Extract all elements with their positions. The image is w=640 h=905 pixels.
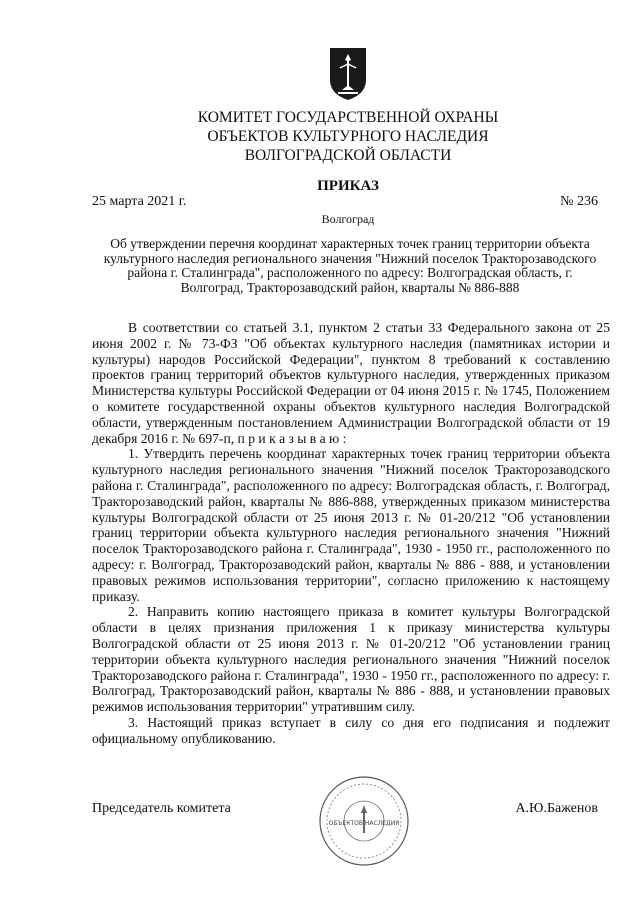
document-date: 25 марта 2021 г. (92, 194, 187, 209)
document-subject: Об утверждении перечня координат характерных точек границ территории объекта культурного наследия регионального значения "Нижний поселок Тракторозаводского района г. Сталинграда", расположенного по адресу: Волгоградская область, г. Волгоград, Тракторозаводский район, кварталы № 886-888 (103, 236, 597, 295)
org-name-line-1: КОМИТЕТ ГОСУДАРСТВЕННОЙ ОХРАНЫ (197, 109, 499, 126)
document-city: Волгоград (321, 212, 375, 226)
order-item-1: 1. Утвердить перечень координат характерных точек границ территории объекта культурного наследия регионального значения "Нижний поселок Тракторозаводского района г. Сталинграда", расположенного по адресу: Волгоградская область, г. Волгоград, Тракторозаводский район, кварталы № 886-888, утвержденных приказом министерства культуры Волгоградской области от 25 июня 2013 г. № 01-20/212 "Об установлении границ территории объекта культурного наследия регионального значения "Нижний поселок Тракторозаводского района г. Сталинграда", 1930 - 1950 гг., расположенного по адресу: г. Волгоград, Тракторозаводский район, кварталы № 886 - 888, и установлении правовых режимов использования территории", согласно приложению к настоящему приказу. (92, 446, 610, 604)
order-item-3: 3. Настоящий приказ вступает в силу со дня его подписания и подлежит официальному опубликованию. (92, 714, 610, 746)
official-seal-icon (318, 775, 410, 867)
org-name-line-3: ВОЛГОГРАДСКОЙ ОБЛАСТИ (244, 147, 452, 164)
document-type-title: ПРИКАЗ (317, 178, 379, 194)
preamble-paragraph: В соответствии со статьей 3.1, пунктом 2 статьи 33 Федерального закона от 25 июня 2002 г. № 73-ФЗ "Об объектах культурного наследия (памятниках истории и культуры) народов Российской Федерации", пунктом 8 требований к составлению проектов границ территорий объектов культурного наследия, утвержденных приказом Министерства культуры Российской Федерации от 04 июня 2015 г. № 1745, Положением о комитете государственной охраны объектов культурного наследия Волгоградской области, утвержденным постановлением Администрации Волгоградской области от 19 декабря 2016 г. № 697-п, п р и к а з ы в а ю : (92, 320, 610, 446)
document-number: № 236 (560, 194, 598, 209)
signatory-position: Председатель комитета (92, 801, 231, 816)
signatory-name: А.Ю.Баженов (515, 801, 598, 816)
order-item-2: 2. Направить копию настоящего приказа в комитет культуры Волгоградской области в целях признания приложения 1 к приказу министерства культуры Волгоградской области от 25 июня 2013 г. № 01-20/212 "Об установлении границ территории объекта культурного наследия регионального значения "Нижний поселок Тракторозаводского района г. Сталинграда", 1930 - 1950 гг., расположенного по адресу: г. Волгоград, Тракторозаводский район, кварталы № 886 - 888, и установлении правовых режимов использования территории" утратившим силу. (92, 604, 610, 715)
volgograd-coat-of-arms-icon (328, 46, 368, 102)
org-name-line-2: ОБЪЕКТОВ КУЛЬТУРНОГО НАСЛЕДИЯ (207, 128, 489, 145)
document-body (92, 320, 610, 747)
seal-text: ОБЪЕКТОВ НАСЛЕДИЯ (328, 820, 400, 827)
